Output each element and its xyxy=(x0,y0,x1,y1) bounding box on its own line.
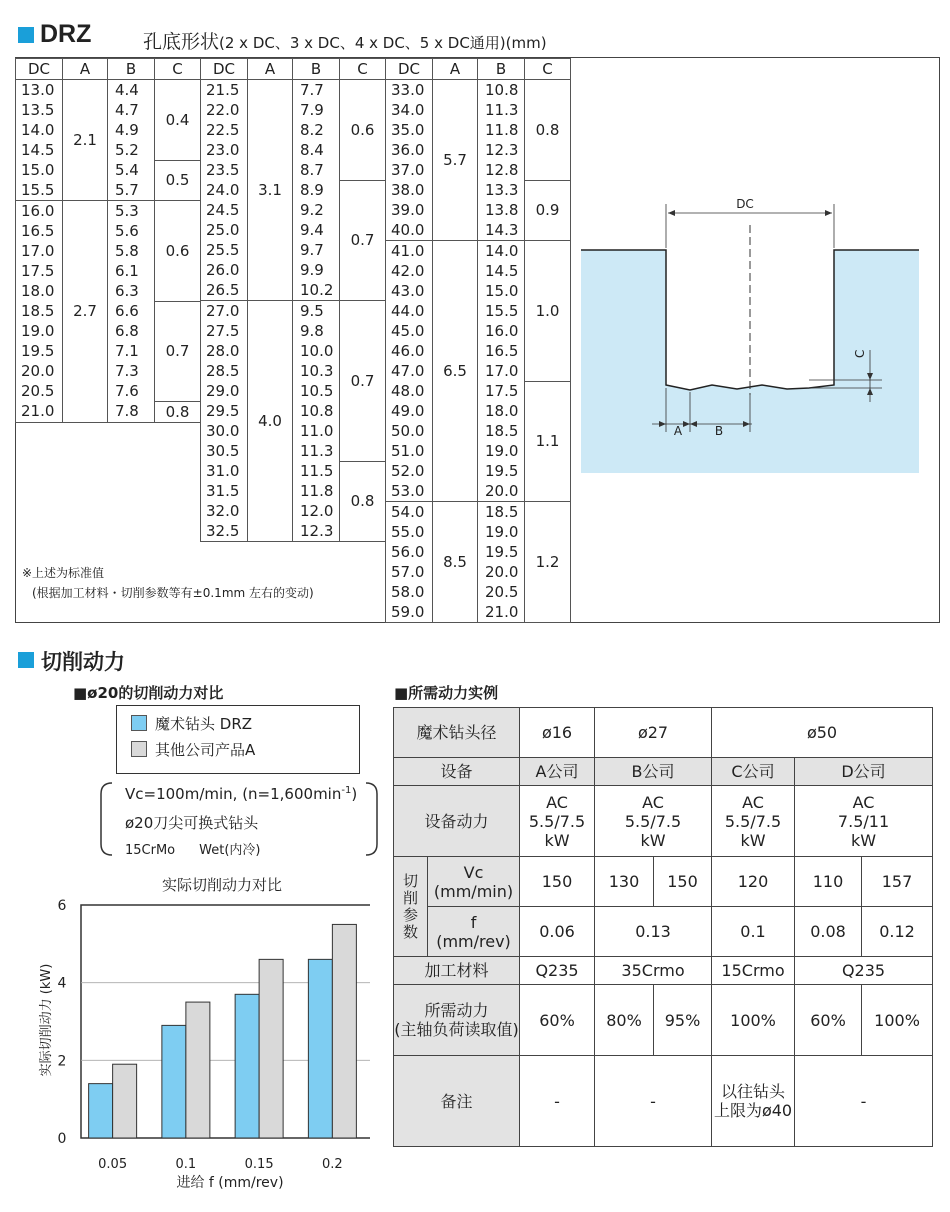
b-cell: 20.0 xyxy=(478,481,525,502)
section-title: 切削动力 xyxy=(41,650,125,674)
row-label: 魔术钻头径 xyxy=(394,708,520,758)
bar-other xyxy=(259,959,283,1138)
diameter-cell: ø27 xyxy=(595,708,712,758)
dc-cell: 46.0 xyxy=(386,341,433,361)
model-name: DRZ xyxy=(40,20,92,48)
label-line: Vc xyxy=(463,862,484,882)
dc-cell: 40.0 xyxy=(386,220,433,241)
row-label: 设备 xyxy=(394,758,520,786)
dc-cell: 29.0 xyxy=(201,381,248,401)
condition-material-text: 15CrMo xyxy=(125,843,176,858)
b-cell: 10.3 xyxy=(293,361,340,381)
dc-cell: 39.0 xyxy=(386,200,433,220)
legend-label: 魔术钻头 DRZ xyxy=(155,714,253,733)
dc-cell: 24.5 xyxy=(201,200,248,220)
dc-cell: 26.5 xyxy=(201,280,248,301)
hole-table-2 xyxy=(200,58,386,542)
label-line: (mm/min) xyxy=(433,881,514,901)
b-cell: 9.2 xyxy=(293,200,340,220)
b-cell: 7.7 xyxy=(293,80,340,101)
power-spec-cell xyxy=(795,786,933,857)
col-header: DC xyxy=(386,59,433,80)
dc-cell: 58.0 xyxy=(386,582,433,602)
y-tick-label: 6 xyxy=(57,898,67,914)
title-sub: (2 x DC、3 x DC、4 x DC、5 x DC通用)(mm) xyxy=(219,34,547,52)
dc-cell: 16.0 xyxy=(16,201,63,222)
power-spec-cell xyxy=(520,786,595,857)
group-char: 数 xyxy=(402,922,418,941)
c-cell: 0.8 xyxy=(155,401,201,422)
dc-cell: 42.0 xyxy=(386,261,433,281)
dc-cell: 38.0 xyxy=(386,180,433,200)
dc-cell: 54.0 xyxy=(386,502,433,523)
condition-paren: ) xyxy=(351,785,358,803)
hole-table-3 xyxy=(385,58,571,623)
a-cell: 8.5 xyxy=(433,502,478,623)
remark-line: 以往钻头 xyxy=(721,1082,786,1101)
b-cell: 12.3 xyxy=(293,521,340,542)
b-cell: 5.6 xyxy=(108,221,155,241)
label-line: f xyxy=(470,912,477,932)
c-cell: 0.7 xyxy=(340,180,386,301)
b-cell: 19.5 xyxy=(478,461,525,481)
diameter-cell: ø50 xyxy=(712,708,933,758)
dc-cell: 27.0 xyxy=(201,301,248,322)
col-header: C xyxy=(525,59,571,80)
row-label: 备注 xyxy=(394,1056,520,1147)
spec-line: kW xyxy=(640,830,666,850)
load-cell: 95% xyxy=(654,985,712,1056)
b-cell: 11.8 xyxy=(478,120,525,140)
b-cell: 10.8 xyxy=(478,80,525,101)
a-cell: 6.5 xyxy=(433,241,478,502)
dc-cell: 28.5 xyxy=(201,361,248,381)
load-cell: 100% xyxy=(712,985,795,1056)
b-cell: 6.3 xyxy=(108,281,155,301)
f-cell: 0.12 xyxy=(862,907,933,957)
b-cell: 12.3 xyxy=(478,140,525,160)
col-header: A xyxy=(248,59,293,80)
label-line: (mm/rev) xyxy=(436,931,511,951)
dc-cell: 23.5 xyxy=(201,160,248,180)
dc-cell: 59.0 xyxy=(386,602,433,623)
dc-label: DC xyxy=(736,197,754,211)
group-char: 参 xyxy=(402,905,418,924)
dc-cell: 43.0 xyxy=(386,281,433,301)
spec-line: AC xyxy=(642,792,664,812)
note-standard: ※上述为标准值 xyxy=(22,566,105,580)
condition-speed xyxy=(125,785,357,803)
power-spec-cell xyxy=(712,786,795,857)
dc-cell: 16.5 xyxy=(16,221,63,241)
legend-label: 其他公司产品A xyxy=(155,740,256,759)
chart-title: 实际切削动力对比 xyxy=(161,876,283,894)
x-tick-label: 0.2 xyxy=(322,1157,343,1172)
row-label: 加工材料 xyxy=(394,957,520,985)
remark-cell: - xyxy=(520,1056,595,1147)
col-header: A xyxy=(433,59,478,80)
vc-cell: 150 xyxy=(654,857,712,907)
dc-cell: 17.0 xyxy=(16,241,63,261)
b-cell: 14.5 xyxy=(478,261,525,281)
b-cell: 20.0 xyxy=(478,562,525,582)
material-cell: Q235 xyxy=(520,957,595,985)
b-cell: 8.2 xyxy=(293,120,340,140)
a-cell: 2.7 xyxy=(63,201,108,423)
b-cell: 6.1 xyxy=(108,261,155,281)
load-cell: 60% xyxy=(520,985,595,1056)
remark-cell: - xyxy=(795,1056,933,1147)
b-cell: 15.0 xyxy=(478,281,525,301)
b-cell: 16.5 xyxy=(478,341,525,361)
dc-cell: 15.5 xyxy=(16,180,63,201)
b-cell: 19.0 xyxy=(478,522,525,542)
dc-cell: 30.0 xyxy=(201,421,248,441)
b-cell: 16.0 xyxy=(478,321,525,341)
b-cell: 18.5 xyxy=(478,421,525,441)
dc-cell: 47.0 xyxy=(386,361,433,381)
c-cell: 1.0 xyxy=(525,241,571,382)
dc-cell: 51.0 xyxy=(386,441,433,461)
cutting-params-group xyxy=(394,857,428,957)
f-cell: 0.08 xyxy=(795,907,862,957)
legend-swatch-other xyxy=(131,741,147,757)
material-cell: 35Crmo xyxy=(595,957,712,985)
a-cell: 3.1 xyxy=(248,80,293,301)
section-marker-icon xyxy=(18,27,34,43)
y-tick-label: 2 xyxy=(57,1053,67,1070)
b-cell: 10.5 xyxy=(293,381,340,401)
dc-cell: 50.0 xyxy=(386,421,433,441)
vc-label xyxy=(428,857,520,907)
bar-drz xyxy=(162,1025,186,1138)
remark-cell: - xyxy=(595,1056,712,1147)
dc-cell: 37.0 xyxy=(386,160,433,180)
f-cell: 0.1 xyxy=(712,907,795,957)
b-cell: 9.9 xyxy=(293,260,340,280)
vc-cell: 150 xyxy=(520,857,595,907)
group-char: 切 xyxy=(402,871,418,890)
vc-cell: 130 xyxy=(595,857,654,907)
dc-cell: 26.0 xyxy=(201,260,248,280)
c-cell: 0.6 xyxy=(340,80,386,181)
b-cell: 19.0 xyxy=(478,441,525,461)
b-cell: 21.0 xyxy=(478,602,525,623)
b-cell: 7.9 xyxy=(293,100,340,120)
x-axis-label: 进给 f (mm/rev) xyxy=(176,1175,284,1191)
b-cell: 5.4 xyxy=(108,160,155,180)
dc-cell: 28.0 xyxy=(201,341,248,361)
legend-item xyxy=(117,736,359,762)
a-label: A xyxy=(673,424,683,438)
spec-line: 5.5/7.5 xyxy=(724,811,782,831)
dc-cell: 13.5 xyxy=(16,100,63,120)
col-header: C xyxy=(155,59,201,80)
b-cell: 4.7 xyxy=(108,100,155,120)
b-cell: 10.8 xyxy=(293,401,340,421)
dc-cell: 20.5 xyxy=(16,381,63,401)
condition-material xyxy=(125,839,260,858)
b-cell: 9.7 xyxy=(293,240,340,260)
dc-cell: 22.0 xyxy=(201,100,248,120)
company-cell: B公司 xyxy=(595,758,712,786)
dc-cell: 21.5 xyxy=(201,80,248,101)
chart-legend xyxy=(116,705,360,774)
c-cell: 1.1 xyxy=(525,381,571,502)
hole-bottom-diagram xyxy=(572,190,932,480)
row-label: 设备动力 xyxy=(394,786,520,857)
b-cell: 7.3 xyxy=(108,361,155,381)
dc-cell: 56.0 xyxy=(386,542,433,562)
a-cell: 5.7 xyxy=(433,80,478,241)
c-cell: 0.4 xyxy=(155,80,201,161)
bar-other xyxy=(113,1064,137,1138)
dc-cell: 32.0 xyxy=(201,501,248,521)
power-comparison-chart xyxy=(20,865,370,1195)
b-cell: 19.5 xyxy=(478,542,525,562)
b-cell: 10.2 xyxy=(293,280,340,301)
bar-other xyxy=(332,924,356,1138)
b-cell: 11.3 xyxy=(293,441,340,461)
a-cell: 4.0 xyxy=(248,301,293,542)
c-cell: 0.7 xyxy=(155,301,201,401)
dc-cell: 21.0 xyxy=(16,401,63,422)
row-label xyxy=(394,985,520,1056)
dc-cell: 23.0 xyxy=(201,140,248,160)
col-header: DC xyxy=(16,59,63,80)
b-cell: 6.6 xyxy=(108,301,155,321)
b-cell: 11.3 xyxy=(478,100,525,120)
dc-cell: 48.0 xyxy=(386,381,433,401)
f-label xyxy=(428,907,520,957)
vc-cell: 120 xyxy=(712,857,795,907)
spec-line: kW xyxy=(850,830,877,850)
load-cell: 100% xyxy=(862,985,933,1056)
col-header: C xyxy=(340,59,386,80)
dc-cell: 24.0 xyxy=(201,180,248,200)
b-cell: 14.3 xyxy=(478,220,525,241)
b-cell: 17.0 xyxy=(478,361,525,381)
spec-line: AC xyxy=(852,792,875,812)
section-marker-icon xyxy=(18,652,34,668)
dc-cell: 33.0 xyxy=(386,80,433,101)
dc-cell: 27.5 xyxy=(201,321,248,341)
dc-cell: 57.0 xyxy=(386,562,433,582)
b-cell: 13.3 xyxy=(478,180,525,200)
comparison-heading: ■ø20的切削动力对比 xyxy=(73,684,224,702)
dc-cell: 35.0 xyxy=(386,120,433,140)
note-variation: (根据加工材料・切削参数等有±0.1mm 左右的变动) xyxy=(32,586,314,600)
b-cell: 12.0 xyxy=(293,501,340,521)
title-main: 孔底形状 xyxy=(143,31,220,53)
dc-cell: 45.0 xyxy=(386,321,433,341)
b-cell: 5.3 xyxy=(108,201,155,222)
spec-line: kW xyxy=(544,830,570,850)
condition-speed-text: Vc=100m/min, (n=1,600min xyxy=(125,785,342,803)
b-cell: 14.0 xyxy=(478,241,525,262)
b-cell: 8.7 xyxy=(293,160,340,180)
b-cell: 9.5 xyxy=(293,301,340,322)
spec-line: 7.5/11 xyxy=(837,811,890,831)
dc-cell: 19.0 xyxy=(16,321,63,341)
remark-cell xyxy=(712,1056,795,1147)
b-cell: 5.2 xyxy=(108,140,155,160)
x-tick-label: 0.1 xyxy=(175,1157,197,1172)
dc-cell: 53.0 xyxy=(386,481,433,502)
power-spec-cell xyxy=(595,786,712,857)
dc-cell: 14.0 xyxy=(16,120,63,140)
dc-cell: 31.0 xyxy=(201,461,248,481)
group-char: 削 xyxy=(402,888,418,907)
legend-item xyxy=(117,710,359,736)
col-header: B xyxy=(108,59,155,80)
f-cell: 0.06 xyxy=(520,907,595,957)
material-cell: Q235 xyxy=(795,957,933,985)
dc-cell: 15.0 xyxy=(16,160,63,180)
dc-cell: 14.5 xyxy=(16,140,63,160)
b-cell: 18.5 xyxy=(478,502,525,523)
vc-cell: 110 xyxy=(795,857,862,907)
legend-swatch-drz xyxy=(131,715,147,731)
condition-coolant-text: Wet(内冷) xyxy=(199,843,261,858)
dc-cell: 18.0 xyxy=(16,281,63,301)
remark-line: 上限为ø40 xyxy=(713,1101,793,1120)
c-cell: 0.6 xyxy=(155,201,201,302)
b-cell: 13.8 xyxy=(478,200,525,220)
dc-cell: 44.0 xyxy=(386,301,433,321)
condition-superscript: -1 xyxy=(341,785,352,796)
hole-table-1 xyxy=(15,58,201,423)
page-title xyxy=(143,27,547,54)
c-cell: 0.7 xyxy=(340,301,386,462)
label-line: 所需动力 xyxy=(424,1001,489,1020)
b-cell: 15.5 xyxy=(478,301,525,321)
dc-cell: 19.5 xyxy=(16,341,63,361)
dc-cell: 29.5 xyxy=(201,401,248,421)
x-tick-label: 0.15 xyxy=(244,1157,274,1172)
b-cell: 5.7 xyxy=(108,180,155,201)
col-header: A xyxy=(63,59,108,80)
y-tick-label: 0 xyxy=(57,1131,67,1147)
b-cell: 8.4 xyxy=(293,140,340,160)
dc-cell: 32.5 xyxy=(201,521,248,542)
b-cell: 9.4 xyxy=(293,220,340,240)
bar-other xyxy=(186,1002,210,1138)
b-cell: 5.8 xyxy=(108,241,155,261)
b-cell: 4.9 xyxy=(108,120,155,140)
load-cell: 80% xyxy=(595,985,654,1056)
dc-cell: 34.0 xyxy=(386,100,433,120)
dc-cell: 30.5 xyxy=(201,441,248,461)
company-cell: C公司 xyxy=(712,758,795,786)
f-cell: 0.13 xyxy=(595,907,712,957)
x-tick-label: 0.05 xyxy=(98,1157,128,1172)
dc-cell: 31.5 xyxy=(201,481,248,501)
c-cell: 0.8 xyxy=(525,80,571,181)
vc-cell: 157 xyxy=(862,857,933,907)
required-power-table xyxy=(393,707,933,1147)
b-cell: 17.5 xyxy=(478,381,525,401)
a-cell: 2.1 xyxy=(63,80,108,201)
b-cell: 11.0 xyxy=(293,421,340,441)
b-cell: 20.5 xyxy=(478,582,525,602)
dc-cell: 49.0 xyxy=(386,401,433,421)
spec-line: 5.5/7.5 xyxy=(624,811,682,831)
dc-cell: 36.0 xyxy=(386,140,433,160)
bar-drz xyxy=(308,959,332,1138)
condition-tool: ø20刀尖可换式钻头 xyxy=(125,814,259,832)
load-cell: 60% xyxy=(795,985,862,1056)
dc-cell: 22.5 xyxy=(201,120,248,140)
company-cell: A公司 xyxy=(520,758,595,786)
col-header: B xyxy=(478,59,525,80)
label-line: (主轴负荷读取值) xyxy=(394,1020,519,1039)
diameter-cell: ø16 xyxy=(520,708,595,758)
b-cell: 6.8 xyxy=(108,321,155,341)
b-cell: 11.8 xyxy=(293,481,340,501)
spec-line: AC xyxy=(546,792,568,812)
b-cell: 4.4 xyxy=(108,80,155,101)
spec-line: AC xyxy=(742,792,764,812)
col-header: DC xyxy=(201,59,248,80)
dc-cell: 17.5 xyxy=(16,261,63,281)
dc-cell: 20.0 xyxy=(16,361,63,381)
c-cell: 0.9 xyxy=(525,180,571,241)
company-cell: D公司 xyxy=(795,758,933,786)
b-cell: 7.6 xyxy=(108,381,155,401)
c-cell: 1.2 xyxy=(525,502,571,623)
b-cell: 9.8 xyxy=(293,321,340,341)
dc-cell: 41.0 xyxy=(386,241,433,262)
b-label: B xyxy=(714,424,724,438)
spec-line: kW xyxy=(740,830,766,850)
required-power-heading: ■所需动力实例 xyxy=(394,684,499,702)
material-cell: 15Crmo xyxy=(712,957,795,985)
c-cell: 0.8 xyxy=(340,461,386,542)
b-cell: 18.0 xyxy=(478,401,525,421)
dc-cell: 52.0 xyxy=(386,461,433,481)
dc-cell: 25.0 xyxy=(201,220,248,240)
bar-drz xyxy=(235,994,259,1138)
dc-cell: 13.0 xyxy=(16,80,63,101)
c-cell: 0.5 xyxy=(155,160,201,201)
col-header: B xyxy=(293,59,340,80)
bar-drz xyxy=(89,1084,113,1138)
b-cell: 12.8 xyxy=(478,160,525,180)
dc-cell: 25.5 xyxy=(201,240,248,260)
spec-line: 5.5/7.5 xyxy=(528,811,586,831)
b-cell: 10.0 xyxy=(293,341,340,361)
y-axis-label: 实际切削动力 (kW) xyxy=(39,963,54,1077)
y-tick-label: 4 xyxy=(57,975,67,992)
dc-cell: 55.0 xyxy=(386,522,433,542)
b-cell: 11.5 xyxy=(293,461,340,481)
b-cell: 8.9 xyxy=(293,180,340,200)
dc-cell: 18.5 xyxy=(16,301,63,321)
c-label: C xyxy=(853,349,867,358)
b-cell: 7.1 xyxy=(108,341,155,361)
b-cell: 7.8 xyxy=(108,401,155,422)
